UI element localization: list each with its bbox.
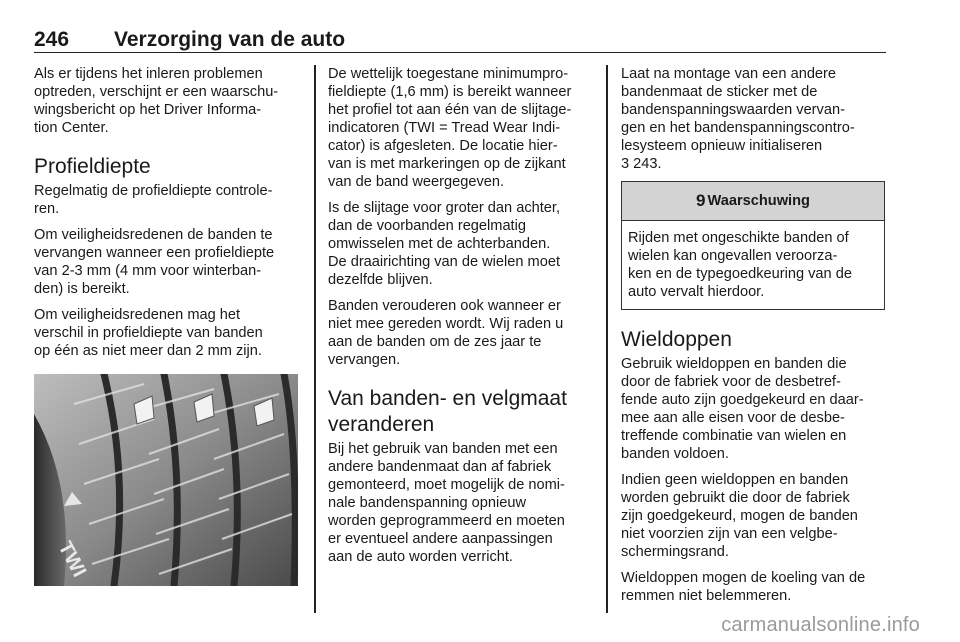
column-divider (606, 65, 608, 613)
paragraph (34, 182, 298, 218)
text-line: Rijden met ongeschikte banden of (628, 230, 849, 246)
text-line: er eventueel andere aanpassingen (328, 531, 553, 547)
paragraph (34, 306, 298, 360)
text-line: bandenmaat de sticker met de (621, 84, 818, 100)
text-line: cator) is afgesleten. De locatie hier- (328, 138, 558, 154)
paragraph (621, 471, 887, 561)
paragraph (621, 65, 887, 173)
text-line: wielen kan ongevallen veroorza- (628, 248, 838, 264)
text-line: Om veiligheidsredenen mag het (34, 307, 241, 323)
heading-bandenmaat (328, 386, 590, 438)
text-line: Gebruik wieldoppen en banden die (621, 356, 847, 372)
text-line: van de band weergegeven. (328, 174, 505, 190)
text-line: Bij het gebruik van banden met een (328, 441, 558, 457)
heading-wieldoppen (621, 327, 887, 353)
text-line: het profiel tot aan één van de slijtage- (328, 102, 572, 118)
text-line: Regelmatig de profieldiepte controle- (34, 183, 273, 199)
text-line: fende auto zijn goedgekeurd en daar- (621, 392, 864, 408)
text-line: Indien geen wieldoppen en banden (621, 472, 849, 488)
text-line: niet voorzien zijn van een velgbe- (621, 526, 838, 542)
text-line: De wettelijk toegestane minimumpro- (328, 66, 569, 82)
text-line: ken en de typegoedkeuring van de (628, 266, 852, 282)
text-line: wingsbericht op het Driver Informa- (34, 102, 262, 118)
paragraph (621, 569, 887, 605)
text-line: Als er tijdens het inleren problemen (34, 66, 263, 82)
page-reference[interactable]: 3 243. (621, 156, 662, 172)
page-number: 246 (34, 28, 70, 51)
text-line: dezelfde blijven. (328, 272, 433, 288)
heading-text: Van banden- en velgmaat (328, 387, 567, 410)
paragraph (328, 297, 590, 369)
page-header (34, 28, 886, 53)
paragraph (328, 199, 590, 289)
text-line: gen en het bandenspanningscontro- (621, 120, 855, 136)
text-line: op één as niet meer dan 2 mm zijn. (34, 343, 262, 359)
text-line: De draairichting van de wielen moet (328, 254, 561, 270)
twi-label: TWI (53, 538, 91, 581)
text-line: nale bandenspanning opnieuw (328, 495, 526, 511)
text-line: vervangen. (328, 352, 401, 368)
column-right (621, 65, 887, 605)
text-line: tion Center. (34, 120, 109, 136)
text-line: lesysteem opnieuw initialiseren (621, 138, 823, 154)
text-line: van is met markeringen op de zijkant (328, 156, 566, 172)
paragraph (34, 226, 298, 298)
text-line: worden gebruikt die door de fabriek (621, 490, 850, 506)
warning-body (622, 221, 884, 309)
text-line: schermingsrand. (621, 544, 729, 560)
text-line: niet mee gereden wordt. Wij raden u (328, 316, 564, 332)
heading-profieldiepte (34, 154, 298, 180)
warning-triangle-icon: 9 (696, 191, 706, 210)
text-line: omwisselen met de achterbanden. (328, 236, 551, 252)
watermark: carmanualsonline.info (721, 614, 920, 636)
text-line: worden geprogrammeerd en moeten (328, 513, 565, 529)
column-divider (314, 65, 316, 613)
text-line: Is de slijtage voor groter dan achter, (328, 200, 561, 216)
paragraph (621, 355, 887, 463)
text-line: ren. (34, 201, 60, 217)
text-line: fieldiepte (1,6 mm) is bereikt wanneer (328, 84, 572, 100)
heading-text: Wieldoppen (621, 328, 732, 351)
text-line: banden voldoen. (621, 446, 729, 462)
text-line: bandenspanningswaarden vervan- (621, 102, 845, 118)
text-line: remmen niet belemmeren. (621, 588, 792, 604)
tyre-tread-image (34, 374, 298, 586)
text-line: Wieldoppen mogen de koeling van de (621, 570, 866, 586)
section-title: Verzorging van de auto (114, 28, 346, 51)
text-line: Laat na montage van een andere (621, 66, 837, 82)
text-line: optreden, verschijnt er een waarschu- (34, 84, 279, 100)
text-line: gemonteerd, moet mogelijk de nomi- (328, 477, 565, 493)
text-line: den) is bereikt. (34, 281, 130, 297)
text-line: andere bandenmaat dan af fabriek (328, 459, 552, 475)
text-line: van 2-3 mm (4 mm voor winterban- (34, 263, 262, 279)
text-line: zijn goedgekeurd, mogen de banden (621, 508, 858, 524)
warning-box (621, 181, 885, 310)
text-line: auto vervalt hierdoor. (628, 284, 765, 300)
text-line: verschil in profieldiepte van banden (34, 325, 263, 341)
heading-text: Profieldiepte (34, 155, 151, 178)
heading-text: veranderen (328, 413, 435, 436)
column-middle (328, 65, 590, 566)
text-line: aan de banden om de zes jaar te (328, 334, 542, 350)
text-line: vervangen wanneer een profieldiepte (34, 245, 275, 261)
text-line: Om veiligheidsredenen de banden te (34, 227, 273, 243)
text-line: door de fabriek voor de desbetref- (621, 374, 841, 390)
text-line: aan de auto worden verricht. (328, 549, 513, 565)
text-line: Banden verouderen ook wanneer er (328, 298, 561, 314)
column-left (34, 65, 298, 586)
text-line: treffende combinatie van wielen en (621, 428, 847, 444)
paragraph (328, 65, 590, 191)
intro-paragraph (34, 65, 298, 137)
text-line: indicatoren (TWI = Tread Wear Indi- (328, 120, 561, 136)
text-line: dan de voorbanden regelmatig (328, 218, 526, 234)
warning-title: Waarschuwing (707, 193, 810, 209)
warning-header (622, 182, 884, 221)
paragraph (328, 440, 590, 566)
text-line: mee aan alle eisen voor de desbe- (621, 410, 845, 426)
